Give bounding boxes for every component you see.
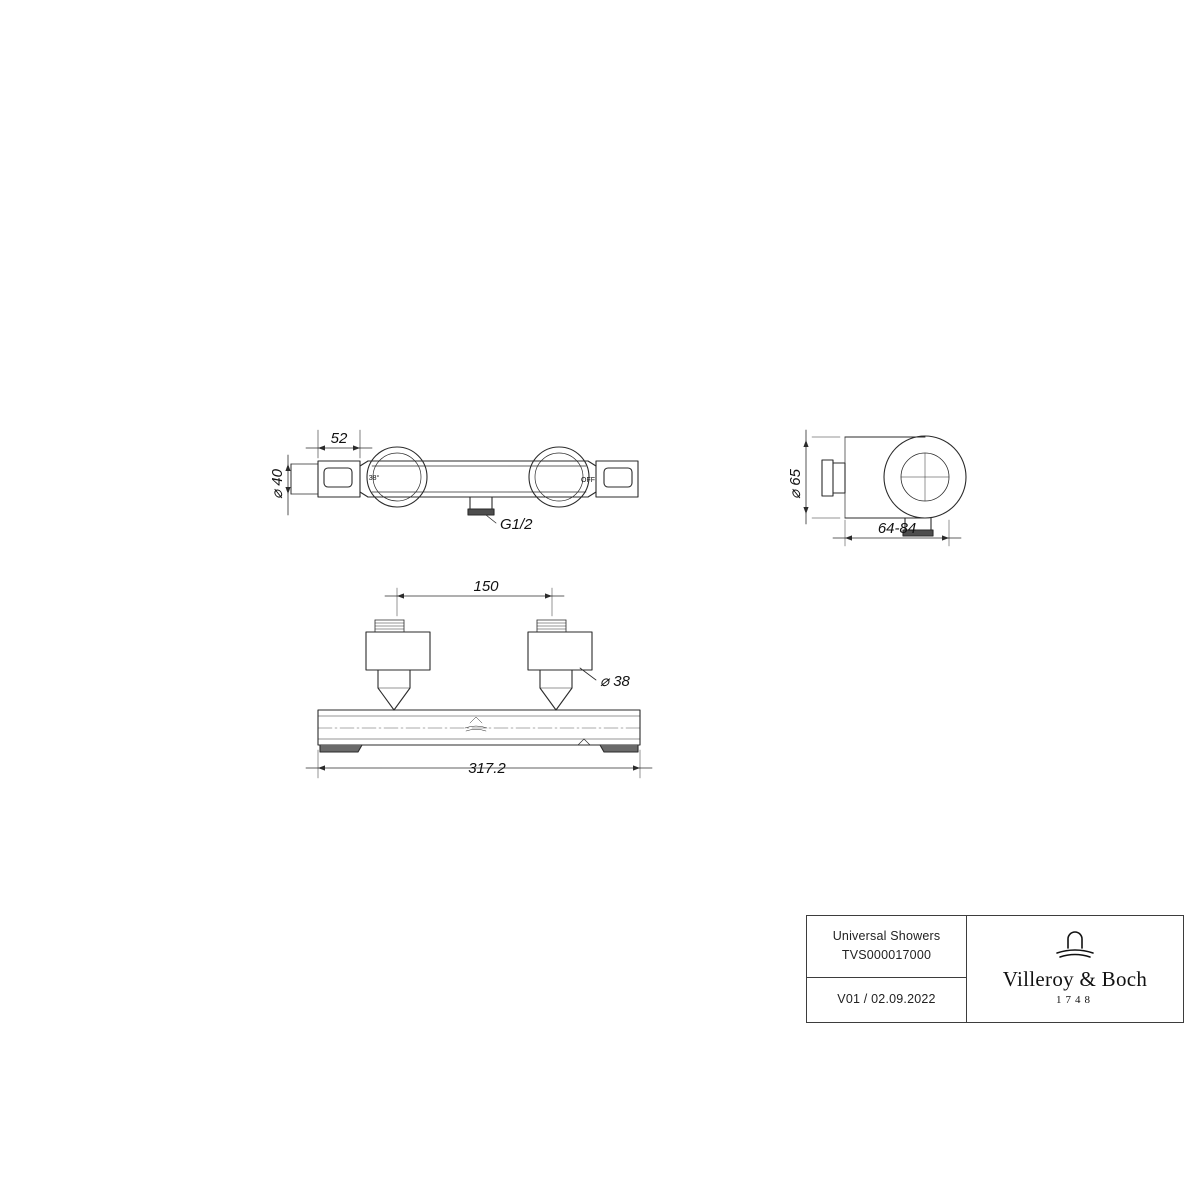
marking-off-label: OFF [581,477,595,484]
title-block [806,915,1184,1023]
product-line-label: Universal Showers [832,929,941,944]
dim-150-label: 150 [473,578,499,595]
revision-label: V01 / 02.09.2022 [837,992,936,1007]
brand-year-label: 1748 [1056,993,1094,1006]
title-block-info [807,916,967,1022]
dim-d65-label: ⌀ 65 [787,469,804,499]
dim-317-2-label: 317.2 [468,760,506,777]
product-logo-mark [465,717,487,731]
title-block-revision [807,978,966,1022]
dim-g12-label: G1/2 [500,516,533,533]
dim-52-label: 52 [330,430,348,447]
villeroy-boch-logo-icon [1052,929,1098,963]
article-number-label: TVS000017000 [841,948,932,962]
marking-38-label: 38° [368,475,380,482]
dim-64-84-label: 64-84 [877,520,917,537]
leader-g12 [486,515,496,523]
dim-d40 [285,455,290,515]
title-block-product [807,916,966,978]
dim-d38-label: ⌀ 38 [600,673,630,690]
title-block-brand [967,916,1183,1022]
brand-name-label: Villeroy & Boch [1002,966,1148,991]
front-view-geometry [318,620,640,752]
dim-d40-label: ⌀ 40 [269,469,286,499]
